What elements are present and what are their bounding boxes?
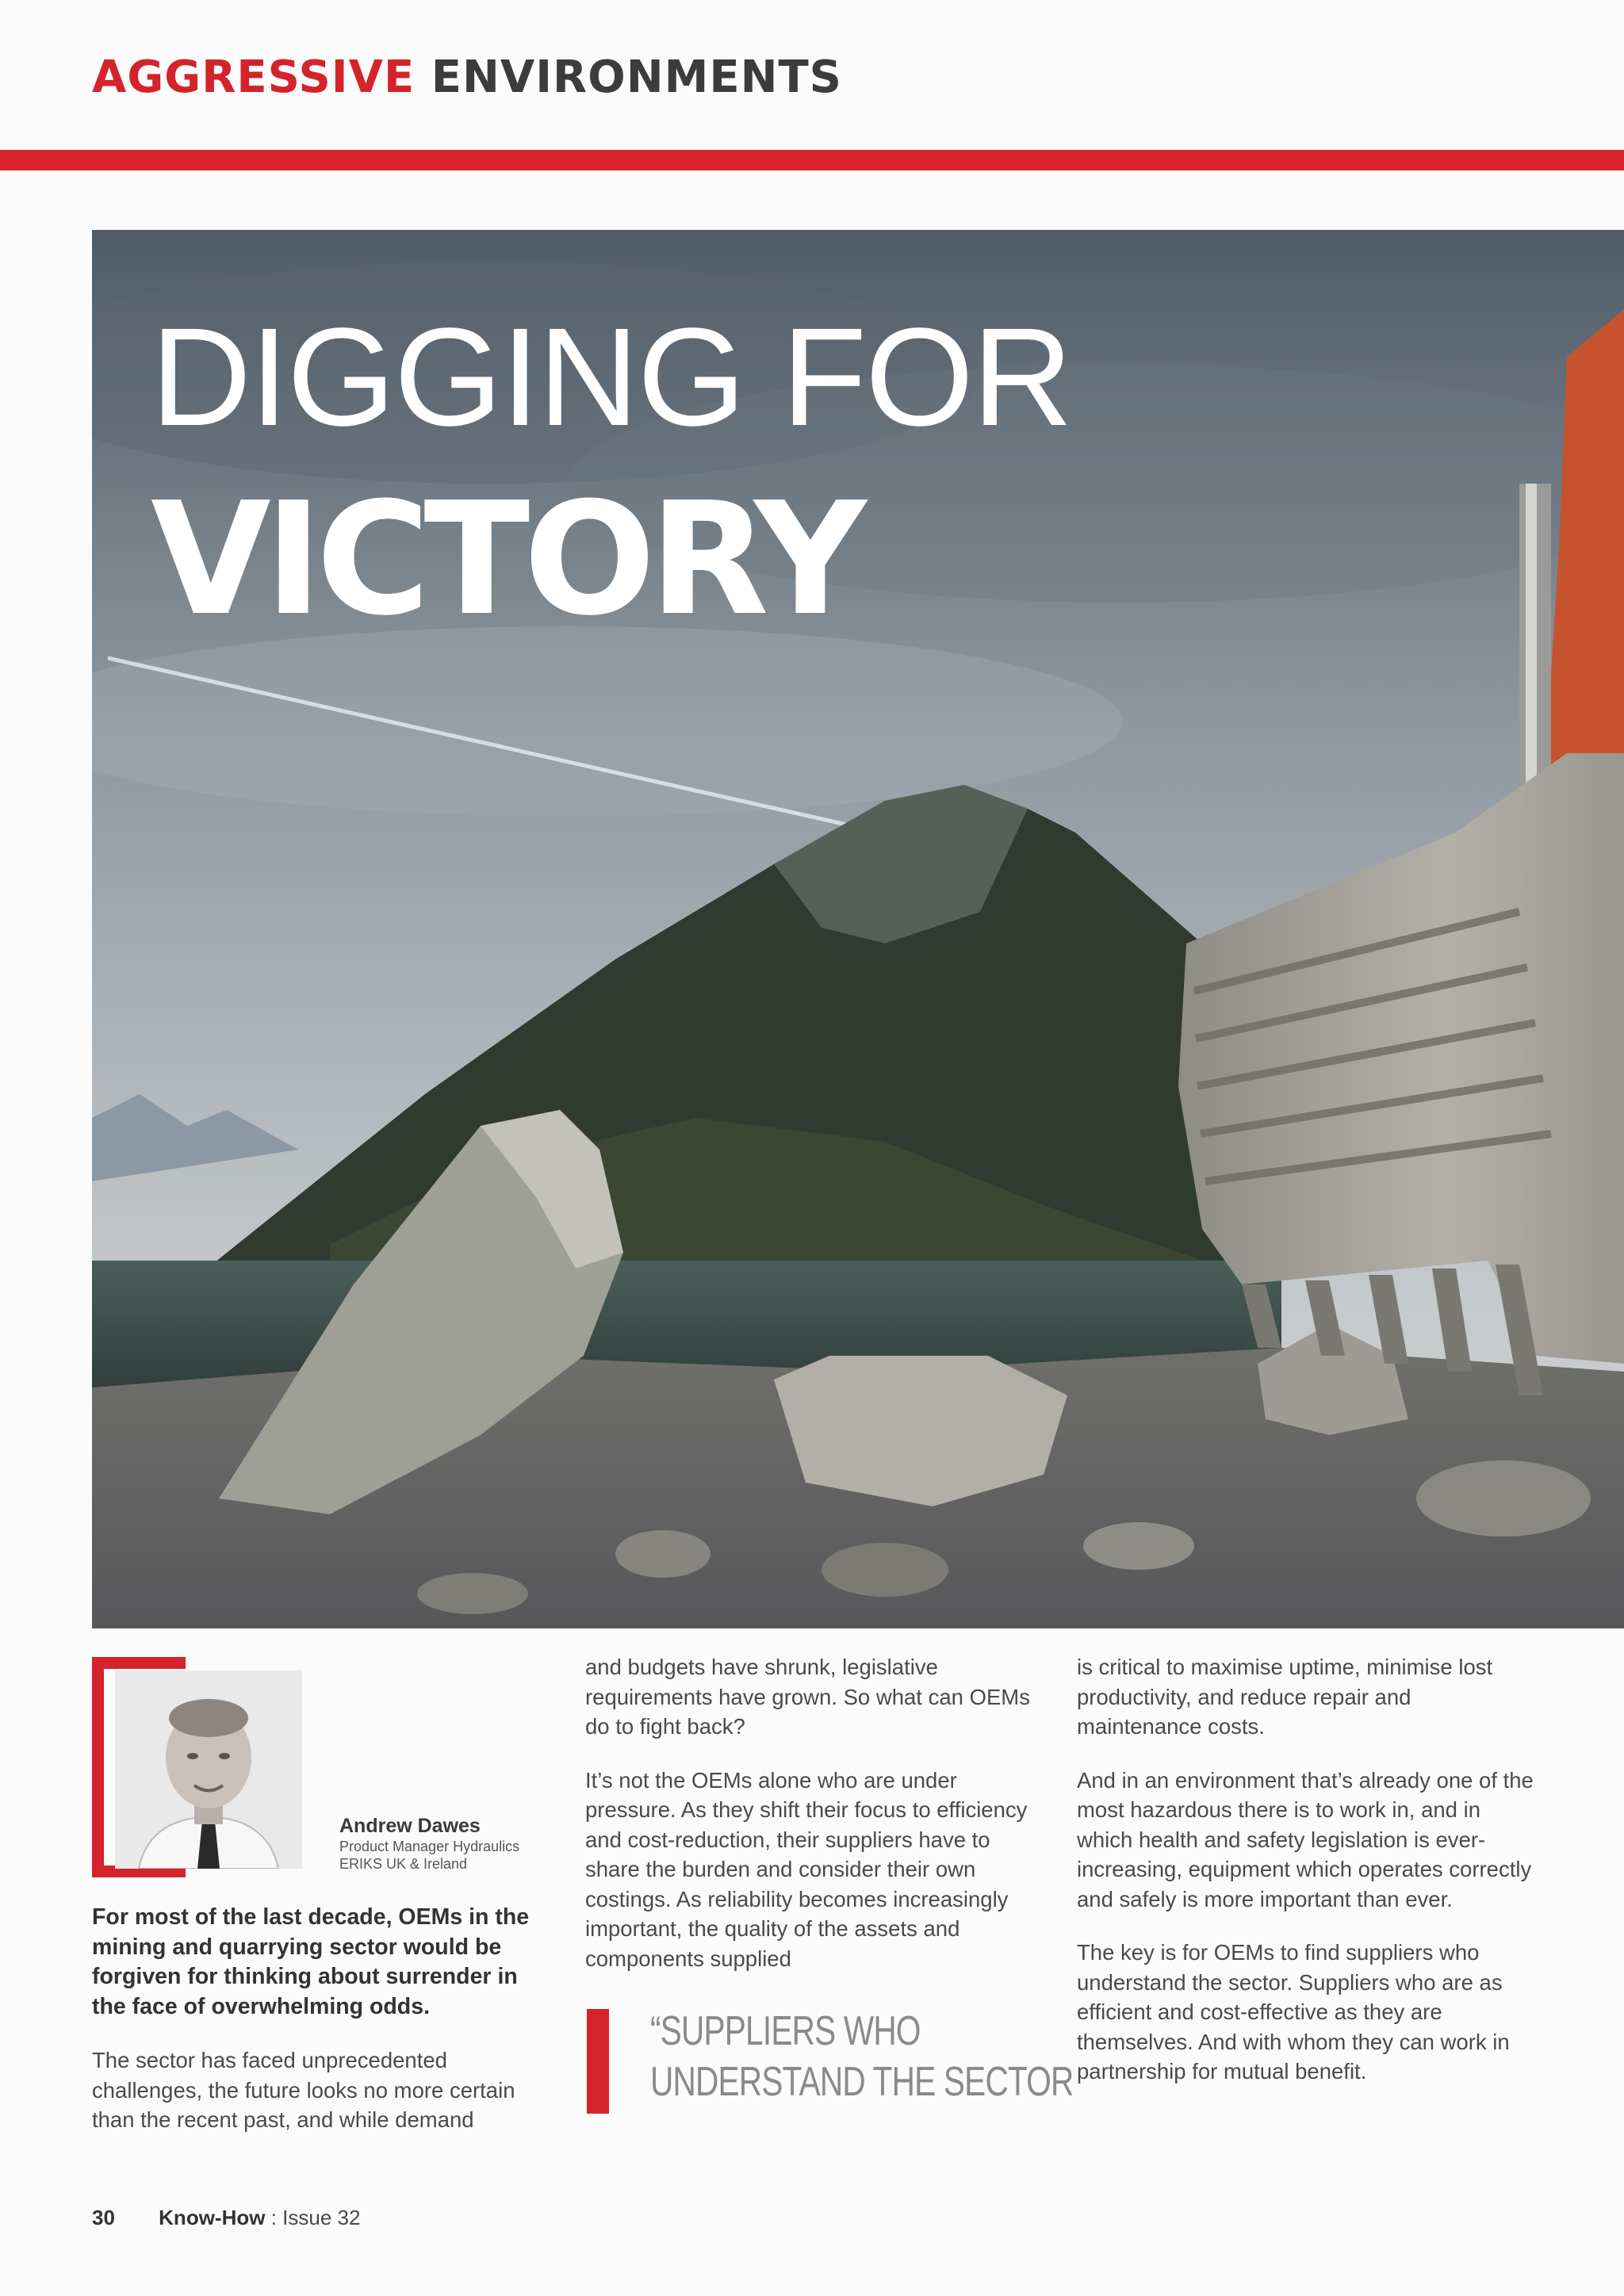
publication-name: Know-How (159, 2206, 266, 2229)
section-heading (92, 46, 842, 109)
red-divider-bar (0, 150, 1624, 170)
page-number: 30 (92, 2206, 115, 2229)
author-company: ERIKS UK & Ireland (339, 1856, 468, 1872)
issue-label: : Issue 32 (270, 2206, 361, 2229)
body-paragraph: The sector has faced unprecedented challenges, the future looks no more certain than the recent past, and while demand (92, 2048, 515, 2132)
article-column-3 (1077, 1652, 1534, 2110)
author-name: Andrew Dawes (339, 1815, 481, 1837)
section-heading-red: AGGRESSIVE (92, 52, 416, 103)
pull-quote-bar (587, 2009, 609, 2114)
body-paragraph: is critical to maximise uptime, minimise lost productivity, and reduce repair and maintenance costs. (1077, 1655, 1493, 1739)
author-role: Product Manager Hydraulics (339, 1839, 520, 1854)
article-column-2 (585, 1652, 1042, 1997)
body-paragraph: And in an environment that’s already one of the most hazardous there is to work in, and in which health and safety legislation is ever-increasing, equipment which operates correctly and safely is more important than ever. (1077, 1767, 1534, 1911)
body-paragraph: The key is for OEMs to find suppliers who understand the sector. Suppliers who are as efficient and cost-effective as they are themselves. And with whom they can work in partnership for mutual benefit. (1077, 1940, 1510, 2084)
section-heading-dark: ENVIRONMENTS (431, 52, 843, 103)
pull-quote (587, 2006, 1074, 2117)
author-portrait-icon (115, 1670, 302, 1869)
page-footer (92, 2206, 360, 2230)
hero-title-line1: DIGGING FOR (151, 300, 1072, 455)
article-column-1 (92, 1903, 549, 2159)
pull-quote-line1: “SUPPLIERS WHO (650, 2008, 921, 2054)
standfirst: For most of the last decade, OEMs in the mining and quarrying sector would be forgiven for thinking about surrender in the face of overwhelming odds. (92, 1904, 530, 2019)
body-paragraph: It’s not the OEMs alone who are under pressure. As they shift their focus to efficiency and cost-reduction, their suppliers have to share the burden and consider their own costings. As reliability becomes increasingly important, the quality of the assets and components supplied (585, 1767, 1028, 1971)
pull-quote-line2: UNDERSTAND THE SECTOR (650, 2059, 1074, 2105)
pull-quote-text (650, 2006, 1074, 2107)
author-credit (339, 1814, 546, 1873)
hero-title-line2: VICTORY (151, 469, 860, 650)
body-paragraph: and budgets have shrunk, legislative requirements have grown. So what can OEMs do to fight back? (585, 1655, 1030, 1739)
